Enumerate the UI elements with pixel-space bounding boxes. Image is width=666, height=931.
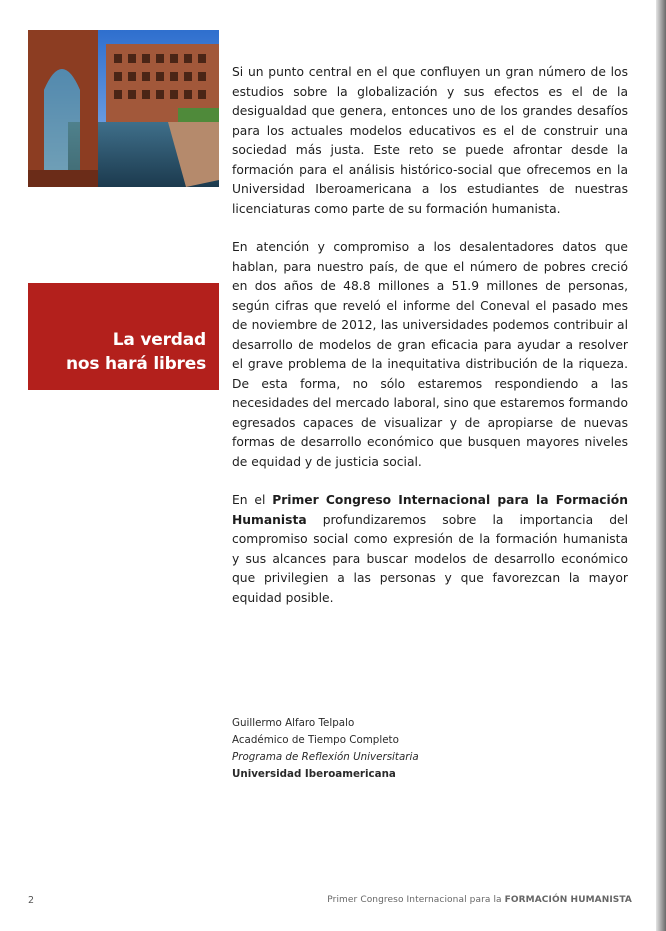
congress-name: Primer Congreso Internacional para la Formación Humanista [232,493,628,527]
campus-photo-illustration [28,30,219,187]
paragraph-3-rest: profundizaremos sobre la importancia del compromiso social como expresión de la formación humanista y sus alcances para buscar modelos de desarrollo económico que privilegien a las personas y que favorezcan la mayor equidad posible. [232,512,628,605]
banner-title [66,328,206,376]
signature-block [232,715,419,783]
banner-title-line-2: nos hará libres [65,354,206,374]
author-program: Programa de Reflexión Universitaria [232,751,419,763]
author-university: Universidad Iberoamericana [232,768,396,780]
footer-title-prefix: Primer Congreso Internacional para la [327,895,502,905]
footer-title [327,895,632,905]
page-edge-shadow [656,0,666,931]
paragraph-3 [232,491,628,608]
banner-title-line-1: La verdad [112,330,206,350]
article-body [232,63,628,627]
author-role: Académico de Tiempo Completo [232,734,399,746]
footer-title-bold: FORMACIÓN HUMANISTA [504,895,632,905]
paragraph-1: Si un punto central en el que confluyen un gran número de los estudios sobre la globalización y sus efectos es el de la desigualdad que genera, entonces uno de los grandes desafíos para los actuales modelos educativos es el de construir una sociedad más justa. Este reto se puede afrontar desde la formación para el análisis histórico-social que ofrecemos en la Universidad Iberoamericana a los estudiantes de nuestras licenciaturas como parte de su formación humanista. [232,65,628,216]
paragraph-2: En atención y compromiso a los desalentadores datos que hablan, para nuestro país, de que el número de pobres creció en dos años de 48.8 millones a 51.9 millones de personas, según cifras que reveló el informe del Coneval el pasado mes de noviembre de 2012, las universidades podemos contribuir al desarrollo de modelos de gran eficacia para ayudar a resolver el grave problema de la inequitativa distribución de la riqueza. De esta forma, no sólo estaremos respondiendo a las necesidades del mercado laboral, sino que estaremos formando egresados capaces de visualizar y de apropiarse de nuevas formas de desarrollo económico que busquen mayores niveles de equidad y de justicia social. [232,240,628,469]
page-number: 2 [28,895,35,906]
paragraph-3-lead: En el [232,493,266,507]
headline-banner [28,283,219,390]
campus-photo [28,30,219,187]
author-name: Guillermo Alfaro Telpalo [232,717,355,729]
